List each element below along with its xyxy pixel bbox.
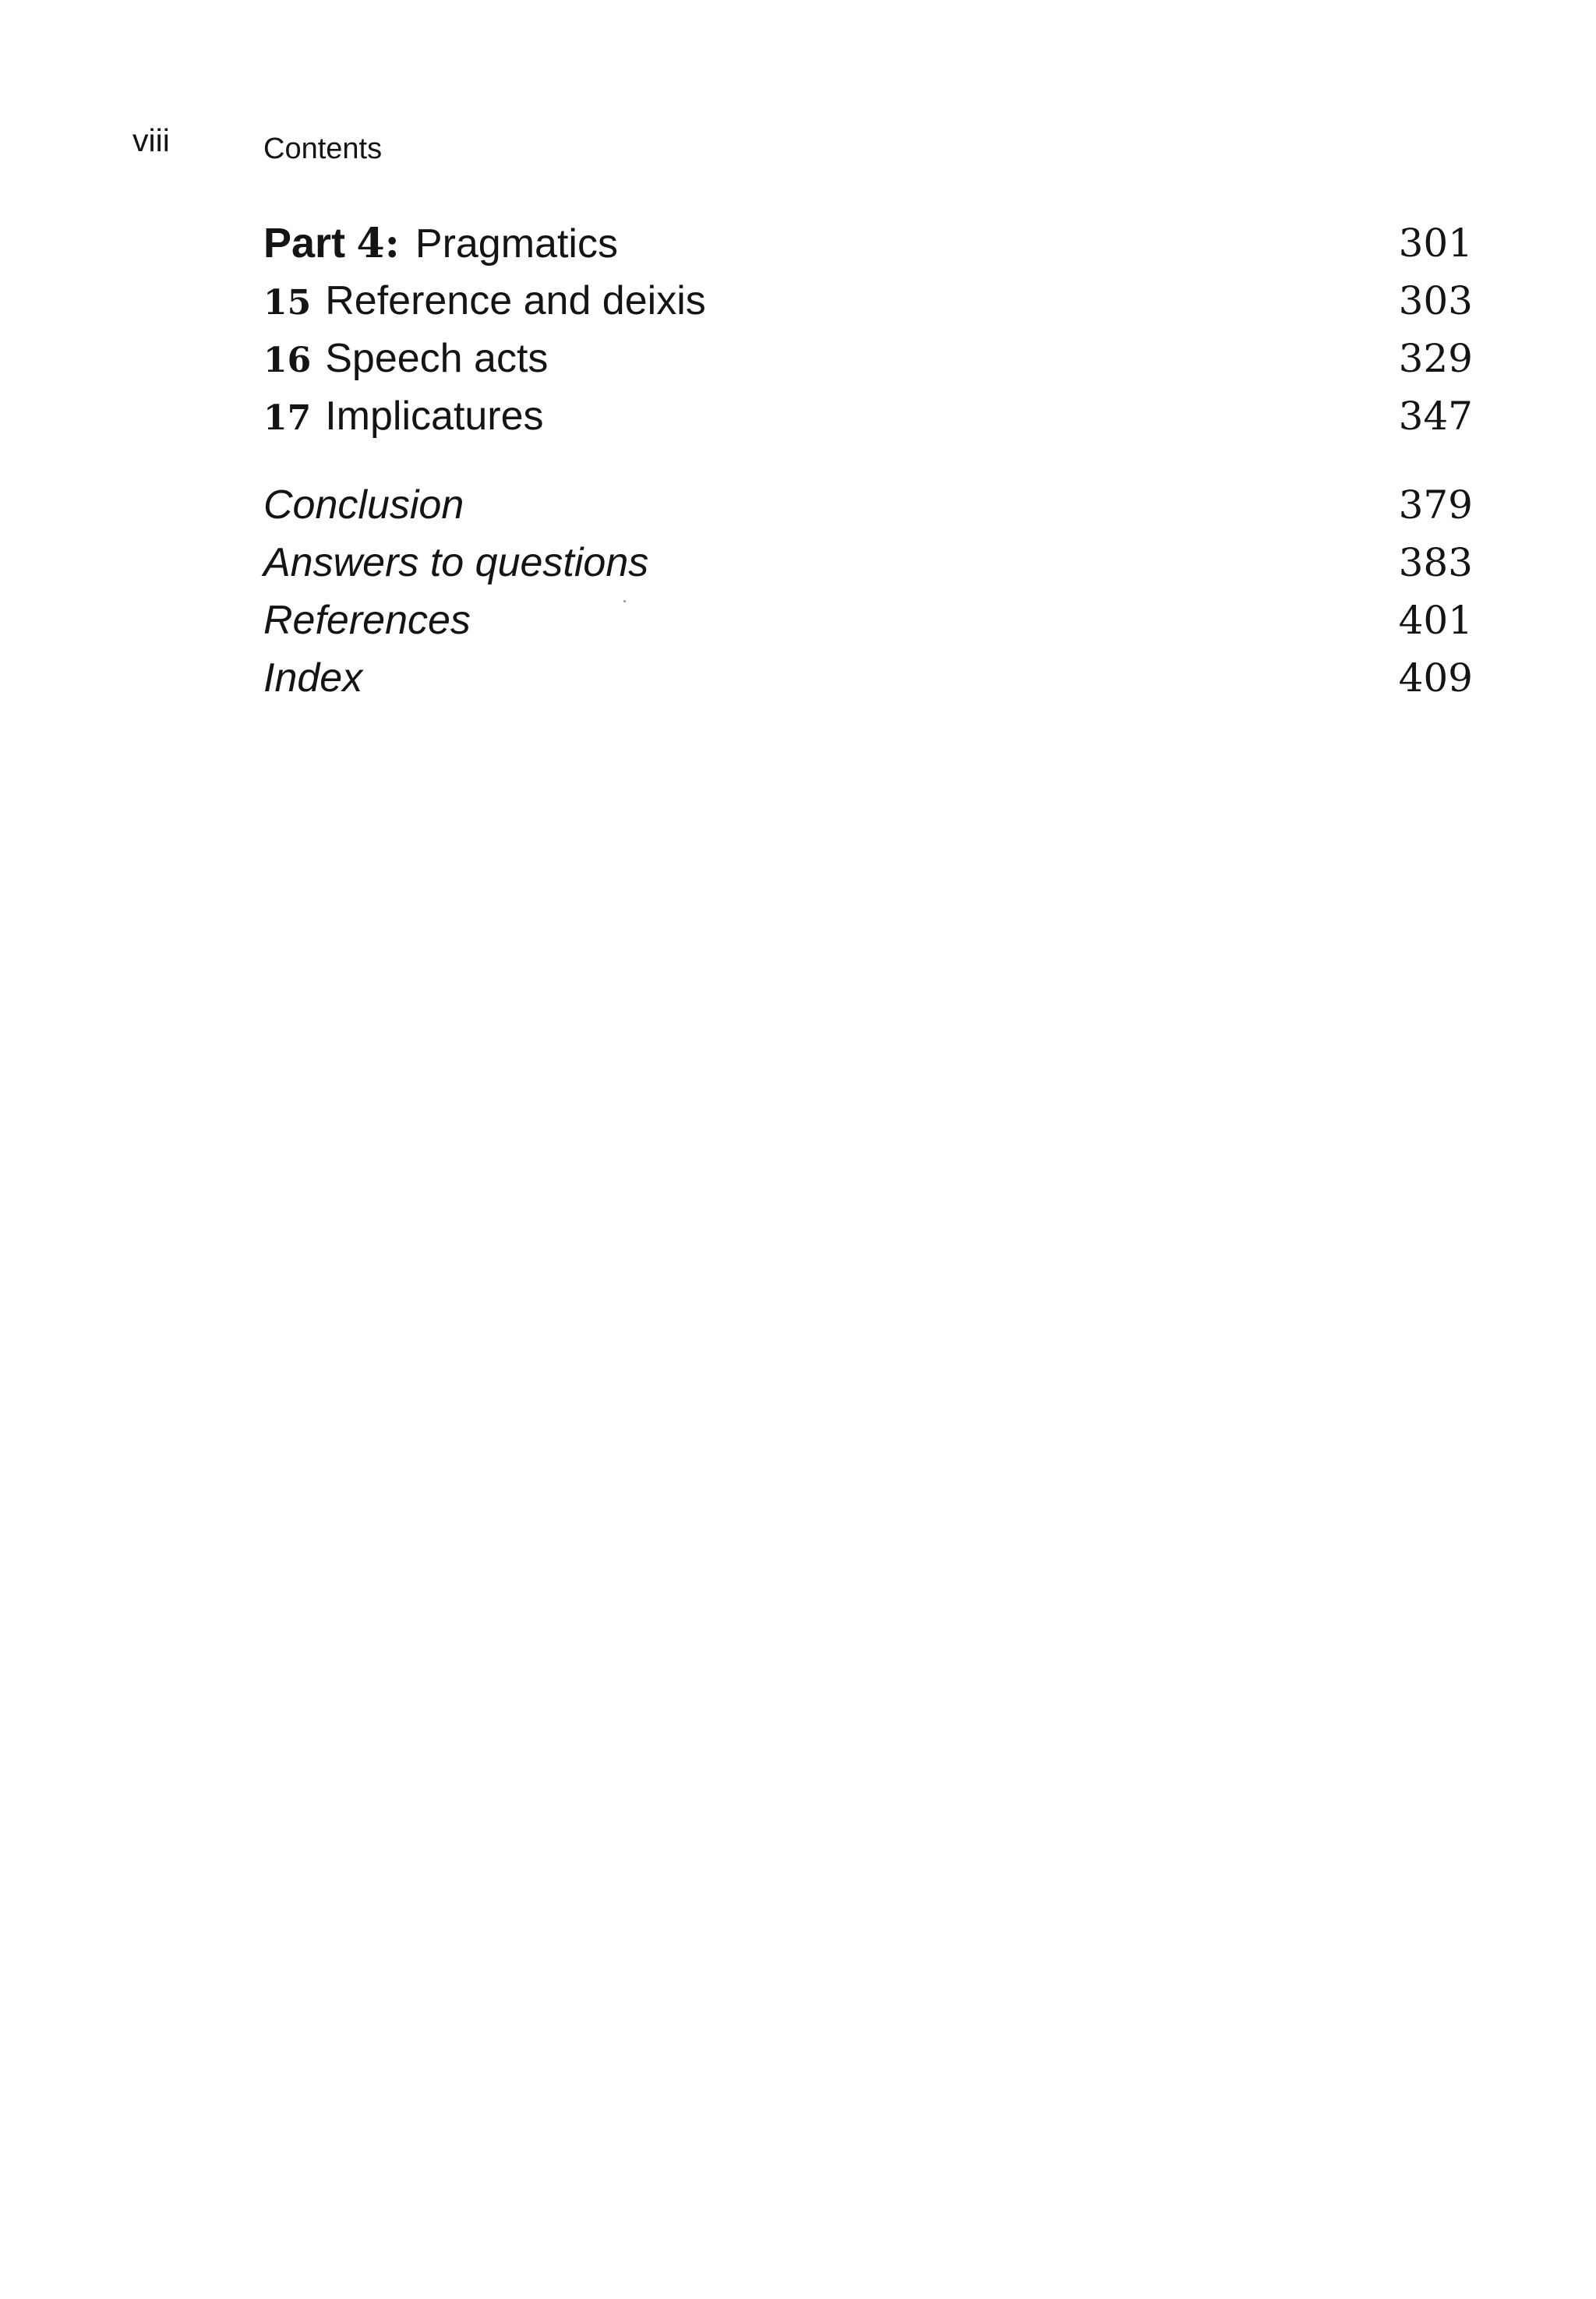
part-number: 4:: [356, 220, 400, 267]
part-heading: [263, 214, 618, 273]
running-title: Contents: [263, 132, 383, 165]
chapter-heading: [263, 330, 548, 390]
chapter-title: Speech acts: [325, 336, 549, 381]
part-page: 301: [1398, 221, 1473, 266]
page-number: viii: [132, 122, 170, 158]
back-matter-title: Index: [263, 655, 363, 701]
toc-back-matter-row: [263, 476, 1473, 534]
chapter-page: 347: [1398, 394, 1473, 439]
back-matter-title: Conclusion: [263, 482, 464, 528]
chapter-title: Implicatures: [325, 394, 544, 439]
back-matter-page: 409: [1398, 655, 1473, 701]
chapter-number: 17: [263, 398, 312, 438]
chapter-heading: [263, 272, 706, 332]
chapter-page: 303: [1398, 278, 1473, 323]
toc-part-row: [263, 214, 1473, 272]
toc-chapter-row: [263, 272, 1473, 330]
chapter-number: 15: [263, 283, 312, 323]
chapter-title: Reference and deixis: [325, 278, 706, 323]
toc-back-matter-row: [263, 534, 1473, 592]
back-matter-page: 379: [1398, 482, 1473, 528]
back-matter-page: 401: [1398, 598, 1473, 643]
toc-chapter-row: [263, 330, 1473, 387]
back-matter-page: 383: [1398, 540, 1473, 585]
chapter-page: 329: [1398, 336, 1473, 381]
part-label: Part: [263, 220, 346, 267]
scan-speck: [623, 600, 626, 602]
toc-back-matter-row: [263, 592, 1473, 649]
part-title: Pragmatics: [415, 221, 618, 267]
back-matter-title: Answers to questions: [263, 540, 649, 585]
back-matter-title: References: [263, 598, 471, 643]
back-matter-group: [263, 476, 1473, 707]
chapter-number: 16: [263, 341, 312, 380]
chapter-heading: [263, 387, 544, 447]
toc-chapter-row: [263, 387, 1473, 445]
table-of-contents: [263, 214, 1473, 707]
toc-back-matter-row: [263, 649, 1473, 707]
